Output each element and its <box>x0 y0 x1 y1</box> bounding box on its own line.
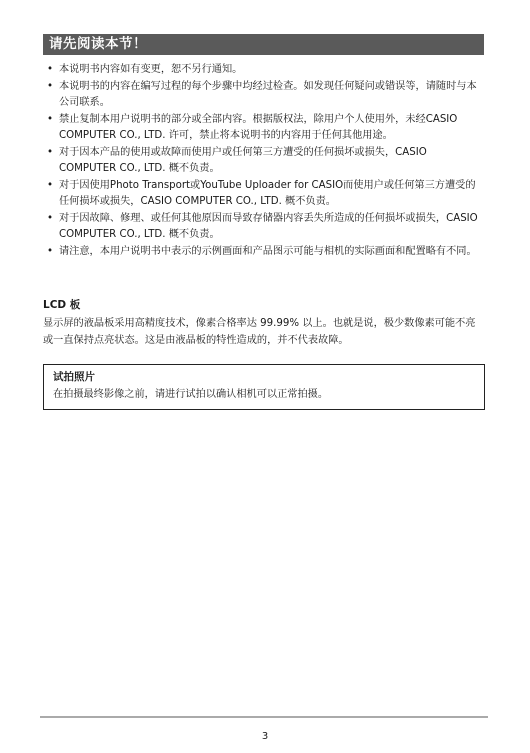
section-title: 请先阅读本节！ <box>43 34 484 55</box>
list-item <box>45 178 485 211</box>
notice-list <box>45 62 485 260</box>
notice-text: 请注意，本用户说明书中表示的示例画面和产品图示可能与相机的实际画面和配置略有不同。 <box>59 245 477 257</box>
test-shot-heading: 试拍照片 <box>53 371 95 383</box>
notice-text: 对于因使用Photo Transport或YouTube Uploader for CASIO而使用户或任何第三方遭受的任何损坏或损失，CASIO COMPUTER CO., LTD. 概不负责。 <box>59 179 476 207</box>
page-number: 3 <box>261 731 269 742</box>
list-item <box>45 62 485 79</box>
footer-divider <box>40 716 488 718</box>
lcd-heading: LCD 板 <box>43 299 81 311</box>
notice-text: 对于因本产品的使用或故障而使用户或任何第三方遭受的任何损坏或损失，CASIO COMPUTER CO., LTD. 概不负责。 <box>59 146 427 174</box>
list-item <box>45 79 485 112</box>
bullet-icon: • <box>47 245 54 257</box>
bullet-icon: • <box>47 146 54 158</box>
test-shot-box <box>43 364 485 410</box>
bullet-icon: • <box>47 212 54 224</box>
list-item <box>45 112 485 145</box>
bullet-icon: • <box>47 64 54 75</box>
list-item <box>45 145 485 178</box>
notice-text: 禁止复制本用户说明书的部分或全部内容。根据版权法，除用户个人使用外，未经CASIO COMPUTER CO., LTD. 许可，禁止将本说明书的内容用于任何其他用途。 <box>59 113 458 141</box>
lcd-paragraph: 显示屏的液晶板采用高精度技术，像素合格率达 99.99% 以上。也就是说，极少数像素可能不亮或一直保持点亮状态。这是由液晶板的特性造成的，并不代表故障。 <box>43 318 476 346</box>
notice-text: 本说明书内容如有变更，恕不另行通知。 <box>59 64 243 75</box>
bullet-icon: • <box>47 179 54 191</box>
bullet-icon: • <box>47 113 54 125</box>
list-item <box>45 211 485 244</box>
notice-text: 对于因故障、修理、或任何其他原因而导致存储器内容丢失所造成的任何损坏或损失，CASIO COMPUTER CO., LTD. 概不负责。 <box>59 212 478 240</box>
bullet-icon: • <box>47 80 54 92</box>
notice-text: 本说明书的内容在编写过程的每个步骤中均经过检查。如发现任何疑问或错误等，请随时与本公司联系。 <box>59 80 477 108</box>
list-item <box>45 244 485 261</box>
test-shot-text: 在拍摄最终影像之前，请进行试拍以确认相机可以正常拍摄。 <box>53 389 329 400</box>
